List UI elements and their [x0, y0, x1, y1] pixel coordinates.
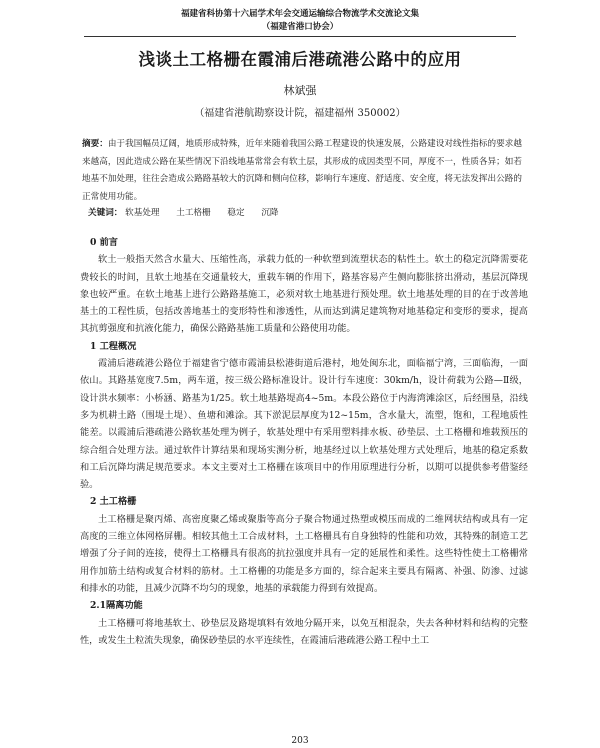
section-paragraph: 土工格栅是聚丙烯、高密度聚乙烯或聚脂等高分子聚合物通过热塑或模压而成的二维网状结构或具有一定高度的三维立体网格屏栅。相较其他土工合成材料，土工格栅具有自身独特的性能和功效，其特殊的制造工艺增强了分子间的连接，使得土工格栅具有很高的抗拉强度并具有一定的延展性和柔性。这些特性使土工格栅常用作加筋土结构或复合材料的筋材。土工格栅的功能是多方面的，综合起来主要具有隔离、补强、防渗、过滤和排水的功能，且减少沉降不均匀的现象，地基的承载能力得到有效提高。 — [80, 513, 528, 594]
section-heading: 0 前言 — [90, 237, 118, 248]
author-affiliation: （福建省港航勘察设计院，福建福州 350002） — [194, 108, 406, 119]
abstract-label: 摘要： — [82, 139, 108, 149]
keyword-item: 软基处理 — [125, 208, 160, 218]
keywords — [88, 206, 518, 220]
abstract — [82, 136, 522, 206]
keywords-label: 关键词： — [88, 208, 123, 218]
author-name: 林斌强 — [283, 84, 317, 97]
keyword-item: 土工格栅 — [176, 208, 211, 218]
running-head — [0, 8, 600, 34]
section-heading: 2 土工格栅 — [90, 496, 137, 508]
section-heading: 1 工程概况 — [90, 340, 137, 352]
running-head-line-1: 福建省科协第十六届学术年会交通运输综合物流学术交流论文集 — [180, 9, 419, 19]
keyword-item: 稳定 — [227, 208, 245, 218]
page-number: 203 — [291, 736, 309, 746]
body-text — [80, 234, 528, 649]
abstract-text: 由于我国幅员辽阔，地质形成特殊，近年来随着我国公路工程建设的快速发展，公路建设对线性指标的要求越来越高，因此造成公路在某些情况下沿线地基常常会有软土层，其形成的成因类型不同，厚度不一，性质各异；如若地基不加处理，往往会造成公路路基较大的沉降和侧向位移，影响行车速度、舒适度、安全度，将无法发挥出公路的正常使用功能。 — [82, 139, 522, 202]
section-paragraph: 软土一般指天然含水量大、压缩性高，承载力低的一种软塑到流塑状态的粘性土。软土的稳定沉降需要花费较长的时间，且软土地基在交通量较大，重载车辆的作用下，路基容易产生侧向膨胀挤出滑动，基层沉降现象也较严重。在软土地基上进行公路路基施工，必须对软土地基进行预处理。软土地基处理的目的在于改善地基土的工程性质，包括改善地基土的变形特性和渗透性，从而达到满足建筑物对地基稳定和变形的要求，提高其抗剪强度和抗液化能力，确保公路路基施工质量和公路使用功能。 — [80, 254, 528, 335]
running-head-line-2: （福建省港口协会） — [261, 22, 339, 32]
section-paragraph: 土工格栅可将地基软土、砂垫层及路堤填料有效地分隔开来，以免互相混杂，失去各种材料和结构的完整性，或发生土粒流失现象，确保砂垫层的水平连续性，在霞浦后港疏港公路工程中土工 — [80, 617, 528, 646]
section-paragraph: 霞浦后港疏港公路位于福建省宁德市霞浦县松港街道后港村，地处闽东北，面临福宁湾，三面临海，一面依山。其路基宽度7.5m，两车道，按三级公路标准设计。设计行车速度：30km/h，设计荷载为公路—Ⅱ级，设计洪水频率：小桥涵、路基为1/25。软土地基路堤高4~5m。本段公路位于内海湾滩涂区，后经围垦，沿线多为机耕土路（围堤土堤）、鱼塘和滩涂。其下淤泥层厚度为12~15m，含水量大，流塑，饱和，工程地质性能差。以霞浦后港疏港公路软基处理为例子，软基处理中有采用塑料排水板、砂垫层、土工格栅和堆载预压的综合组合处理方法。通过软件计算结果和现场实测分析，地基经过以上软基处理方式处理后，地基的稳定系数和工后沉降均满足规范要求。本文主要对土工格栅在该项目中的作用原理进行分析，以期可以提供参考借鉴经验。 — [80, 358, 528, 491]
keyword-item: 沉降 — [261, 208, 279, 218]
subsection-heading: 2.1隔离功能 — [90, 600, 143, 612]
header-rule — [84, 36, 516, 37]
paper-title: 浅谈土工格栅在霞浦后港疏港公路中的应用 — [138, 50, 462, 69]
